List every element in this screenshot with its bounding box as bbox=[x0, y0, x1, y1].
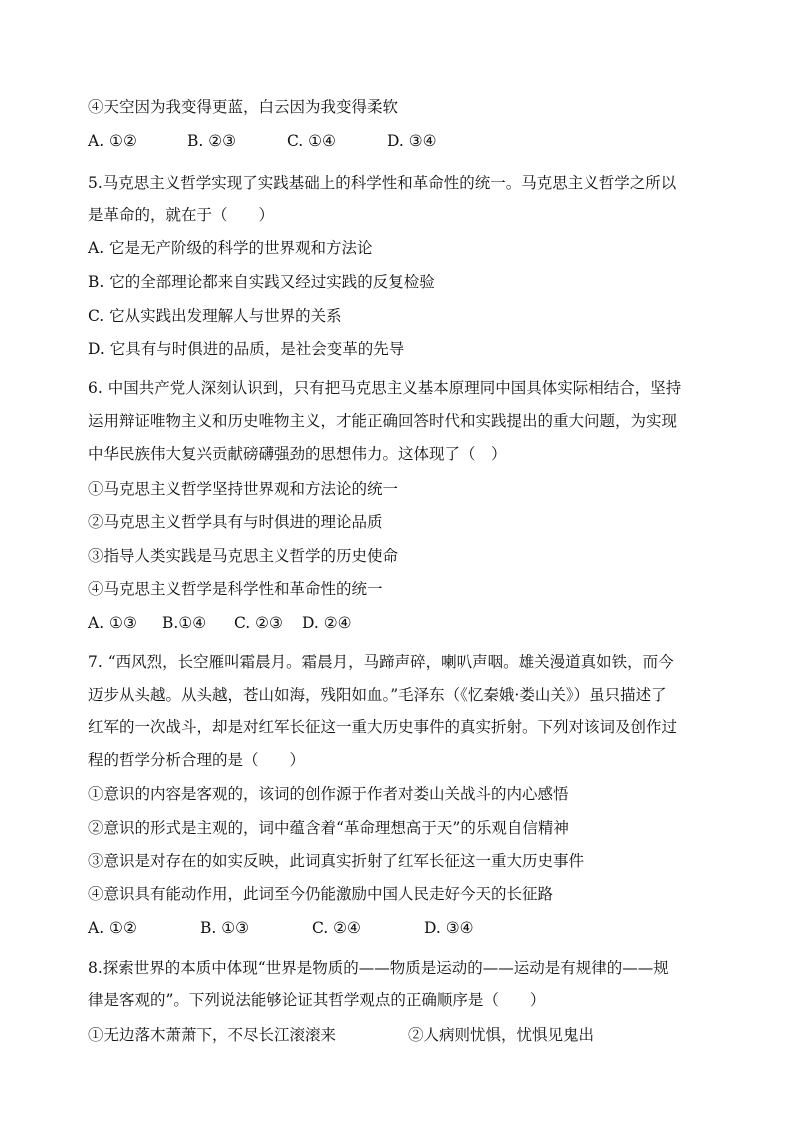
q8-stem-line-1: 8.探索世界的本质中体现“世界是物质的——物质是运动的——运动是有规律的——规 bbox=[88, 959, 669, 977]
q5-option-b[interactable]: B. 它的全部理论都来自实践又经过实践的反复检验 bbox=[88, 273, 435, 291]
q6-options bbox=[88, 613, 352, 633]
q6-item-2: ②马克思主义哲学具有与时俱进的理论品质 bbox=[88, 513, 383, 531]
q5-stem-line-1: 5.马克思主义哲学实现了实践基础上的科学性和革命性的统一。马克思主义哲学之所以 bbox=[88, 174, 677, 192]
q8-items-row bbox=[88, 1025, 594, 1045]
q8-item-2: ②人病则忧惧，忧惧见鬼出 bbox=[408, 1026, 595, 1044]
q8-stem-line-2: 律是客观的”。下列说法能够论证其哲学观点的正确顺序是（ ） bbox=[88, 991, 546, 1009]
q7-option-b[interactable]: B. ①③ bbox=[200, 919, 250, 937]
q4-option-a[interactable]: A. ①② bbox=[88, 132, 137, 150]
q5-option-a[interactable]: A. 它是无产阶级的科学的世界观和方法论 bbox=[88, 239, 373, 257]
q6-option-d[interactable]: D. ②④ bbox=[302, 614, 352, 632]
q6-item-1: ①马克思主义哲学坚持世界观和方法论的统一 bbox=[88, 480, 399, 498]
q4-item-4: ④天空因为我变得更蓝，白云因为我变得柔软 bbox=[88, 98, 399, 116]
q7-option-a[interactable]: A. ①② bbox=[88, 919, 137, 937]
q8-item-1: ①无边落木萧萧下，不尽长江滚滚来 bbox=[88, 1026, 337, 1044]
q5-option-d[interactable]: D. 它具有与时俱进的品质，是社会变革的先导 bbox=[88, 340, 405, 358]
q7-item-3: ③意识是对存在的如实反映，此词真实折射了红军长征这一重大历史事件 bbox=[88, 852, 585, 870]
q7-stem-line-3: 红军的一次战斗，却是对红军长征这一重大历史事件的真实折射。下列对该词及创作过 bbox=[88, 718, 678, 736]
q5-option-c[interactable]: C. 它从实践出发理解人与世界的关系 bbox=[88, 307, 342, 325]
q4-option-d[interactable]: D. ③④ bbox=[387, 132, 437, 150]
q7-option-d[interactable]: D. ③④ bbox=[424, 919, 474, 937]
q4-option-b[interactable]: B. ②③ bbox=[187, 132, 237, 150]
q6-item-4: ④马克思主义哲学是科学性和革命性的统一 bbox=[88, 580, 383, 598]
q7-options bbox=[88, 918, 474, 938]
q5-stem-line-2: 是革命的，就在于（ ） bbox=[88, 206, 275, 224]
q4-option-c[interactable]: C. ①④ bbox=[287, 132, 336, 150]
q6-option-b[interactable]: B.①④ bbox=[162, 614, 207, 632]
q7-stem-line-2: 迈步从头越。从头越，苍山如海，残阳如血。”毛泽东（《忆秦娥·娄山关》）虽只描述了 bbox=[88, 686, 667, 704]
q6-item-3: ③指导人类实践是马克思主义哲学的历史使命 bbox=[88, 547, 399, 565]
q7-stem-line-1: 7. “西风烈，长空雁叫霜晨月。霜晨月，马蹄声碎，喇叭声咽。雄关漫道真如铁，而今 bbox=[88, 653, 674, 671]
q7-item-4: ④意识具有能动作用，此词至今仍能激励中国人民走好今天的长征路 bbox=[88, 885, 554, 903]
q7-option-c[interactable]: C. ②④ bbox=[312, 919, 361, 937]
q6-option-a[interactable]: A. ①③ bbox=[88, 614, 137, 632]
q6-option-c[interactable]: C. ②③ bbox=[234, 614, 283, 632]
q7-item-1: ①意识的内容是客观的，该词的创作源于作者对娄山关战斗的内心感悟 bbox=[88, 785, 569, 803]
q7-stem-line-4: 程的哲学分析合理的是（ ） bbox=[88, 751, 306, 769]
q7-item-2: ②意识的形式是主观的，词中蕴含着“革命理想高于天”的乐观自信精神 bbox=[88, 819, 569, 837]
q6-stem-line-2: 运用辩证唯物主义和历史唯物主义，才能正确回答时代和实践提出的重大问题，为实现 bbox=[88, 412, 678, 430]
q6-stem-line-1: 6. 中国共产党人深刻认识到，只有把马克思主义基本原理同中国具体实际相结合，坚持 bbox=[88, 379, 682, 397]
q6-stem-line-3: 中华民族伟大复兴贡献磅礴强劲的思想伟力。这体现了（ ） bbox=[88, 445, 507, 463]
q4-options bbox=[88, 131, 437, 151]
